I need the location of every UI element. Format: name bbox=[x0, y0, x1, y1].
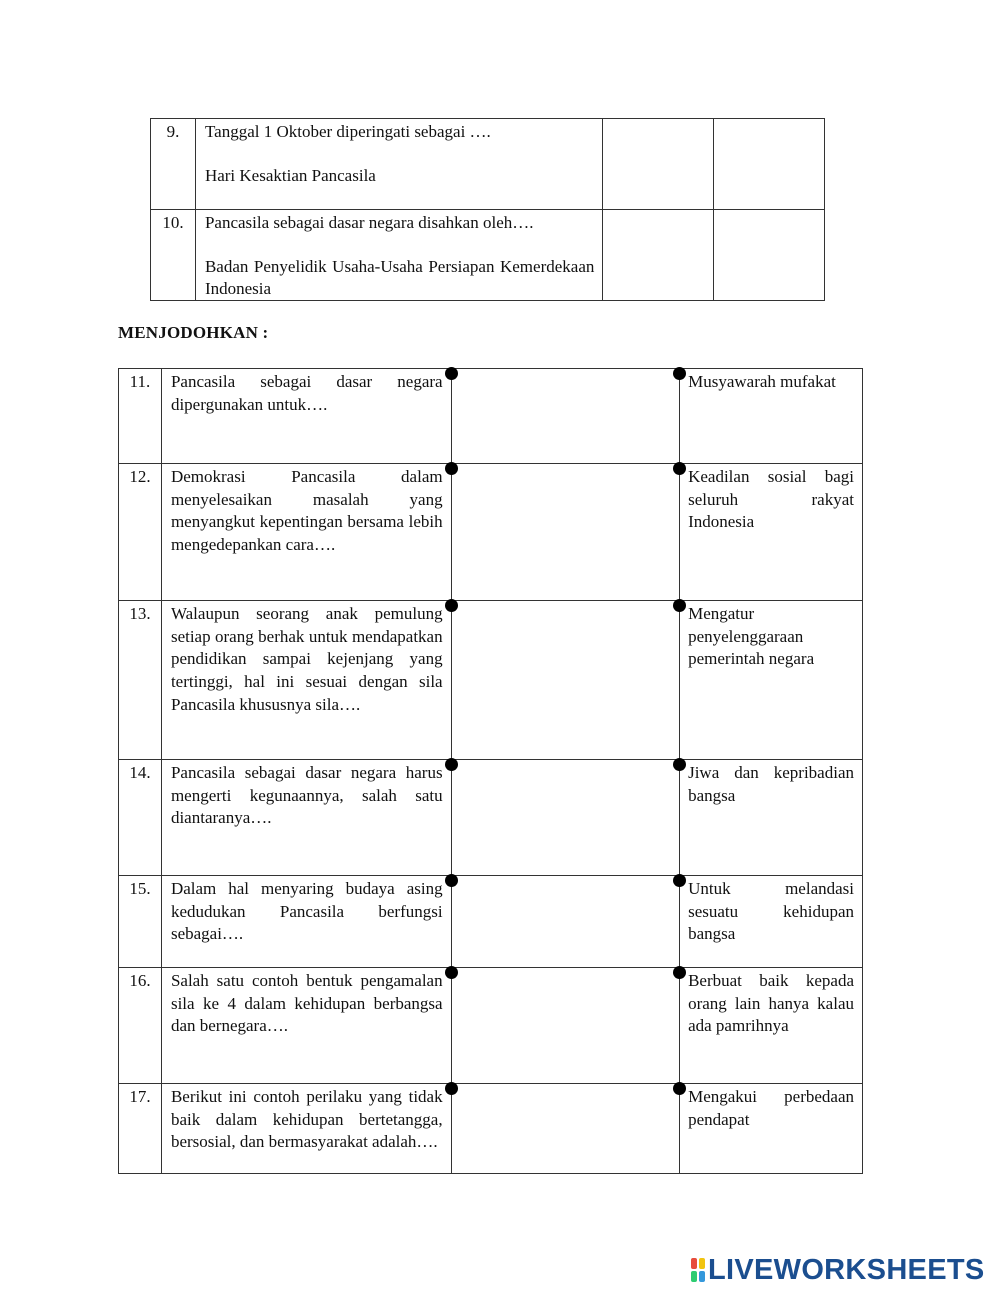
answer-dot[interactable] bbox=[673, 367, 686, 380]
connector-area[interactable] bbox=[451, 876, 680, 968]
question-text: Berikut ini contoh perilaku yang tidak baik dalam kehidupan bertetangga, bersosial, dan bermasyarakat adalah…. bbox=[161, 1084, 451, 1174]
true-answer-box[interactable] bbox=[603, 119, 714, 210]
question-number: 9. bbox=[151, 119, 196, 210]
question-number: 11. bbox=[119, 369, 162, 464]
answer-dot[interactable] bbox=[673, 462, 686, 475]
true-answer-box[interactable] bbox=[603, 210, 714, 301]
logo-square bbox=[699, 1271, 705, 1282]
logo-square bbox=[691, 1271, 697, 1282]
question-text: Walaupun seorang anak pemulung setiap orang berhak untuk mendapatkan pendidikan sampai kejenjang yang tertinggi, hal ini sesuai dengan sila Pancasila khususnya sila…. bbox=[161, 601, 451, 760]
answer-text: Musyawarah mufakat bbox=[680, 369, 863, 464]
question-text: Dalam hal menyaring budaya asing kedudukan Pancasila berfungsi sebagai…. bbox=[161, 876, 451, 968]
question-text: Demokrasi Pancasila dalam menyelesaikan masalah yang menyangkut kepentingan bersama lebih mengedepankan cara…. bbox=[161, 464, 451, 601]
logo-text: LIVEWORKSHEETS bbox=[708, 1253, 985, 1286]
question-dot[interactable] bbox=[445, 367, 458, 380]
table-row bbox=[151, 210, 825, 301]
question-dot[interactable] bbox=[445, 599, 458, 612]
answer-dot[interactable] bbox=[673, 1082, 686, 1095]
table-row bbox=[119, 1084, 863, 1174]
matching-table bbox=[118, 368, 863, 1174]
answer-text: Mengakui perbedaan pendapat bbox=[680, 1084, 863, 1174]
statement-text: Hari Kesaktian Pancasila bbox=[204, 166, 376, 185]
logo-mark-icon bbox=[690, 1257, 706, 1283]
question-dot[interactable] bbox=[445, 462, 458, 475]
false-answer-box[interactable] bbox=[714, 119, 825, 210]
table-row bbox=[119, 876, 863, 968]
answer-dot[interactable] bbox=[673, 758, 686, 771]
question-text: Tanggal 1 Oktober diperingati sebagai …. bbox=[204, 122, 491, 141]
question-number: 15. bbox=[119, 876, 162, 968]
question-number: 12. bbox=[119, 464, 162, 601]
matching-heading: MENJODOHKAN : bbox=[118, 323, 269, 342]
true-false-table bbox=[150, 118, 825, 301]
table-row bbox=[119, 760, 863, 876]
table-row bbox=[119, 464, 863, 601]
connector-area[interactable] bbox=[451, 1084, 680, 1174]
question-cell bbox=[195, 210, 602, 301]
table-row bbox=[119, 369, 863, 464]
question-text: Pancasila sebagai dasar negara harus mengerti kegunaannya, salah satu diantaranya…. bbox=[161, 760, 451, 876]
connector-area[interactable] bbox=[451, 369, 680, 464]
statement-text: Badan Penyelidik Usaha-Usaha Persiapan Kemerdekaan Indonesia bbox=[204, 257, 595, 298]
question-number: 16. bbox=[119, 968, 162, 1084]
question-text: Pancasila sebagai dasar negara dipergunakan untuk…. bbox=[161, 369, 451, 464]
question-dot[interactable] bbox=[445, 1082, 458, 1095]
false-answer-box[interactable] bbox=[714, 210, 825, 301]
question-number: 17. bbox=[119, 1084, 162, 1174]
question-dot[interactable] bbox=[445, 758, 458, 771]
answer-text: Berbuat baik kepada orang lain hanya kalau ada pamrihnya bbox=[680, 968, 863, 1084]
liveworksheets-logo bbox=[690, 1255, 985, 1285]
question-number: 10. bbox=[151, 210, 196, 301]
answer-text: Keadilan sosial bagi seluruh rakyat Indonesia bbox=[680, 464, 863, 601]
logo-square bbox=[699, 1258, 705, 1269]
question-dot[interactable] bbox=[445, 966, 458, 979]
connector-area[interactable] bbox=[451, 601, 680, 760]
answer-text: Jiwa dan kepribadian bangsa bbox=[680, 760, 863, 876]
question-text: Pancasila sebagai dasar negara disahkan oleh…. bbox=[204, 213, 534, 232]
connector-area[interactable] bbox=[451, 760, 680, 876]
answer-text: Untuk melandasi sesuatu kehidupan bangsa bbox=[680, 876, 863, 968]
answer-dot[interactable] bbox=[673, 599, 686, 612]
table-row bbox=[151, 119, 825, 210]
connector-area[interactable] bbox=[451, 464, 680, 601]
question-number: 13. bbox=[119, 601, 162, 760]
answer-dot[interactable] bbox=[673, 874, 686, 887]
answer-dot[interactable] bbox=[673, 966, 686, 979]
question-cell bbox=[195, 119, 602, 210]
question-text: Salah satu contoh bentuk pengamalan sila ke 4 dalam kehidupan berbangsa dan bernegara…. bbox=[161, 968, 451, 1084]
table-row bbox=[119, 968, 863, 1084]
question-dot[interactable] bbox=[445, 874, 458, 887]
connector-area[interactable] bbox=[451, 968, 680, 1084]
question-number: 14. bbox=[119, 760, 162, 876]
table-row bbox=[119, 601, 863, 760]
answer-text: Mengatur penyelenggaraan pemerintah negara bbox=[680, 601, 863, 760]
logo-square bbox=[691, 1258, 697, 1269]
